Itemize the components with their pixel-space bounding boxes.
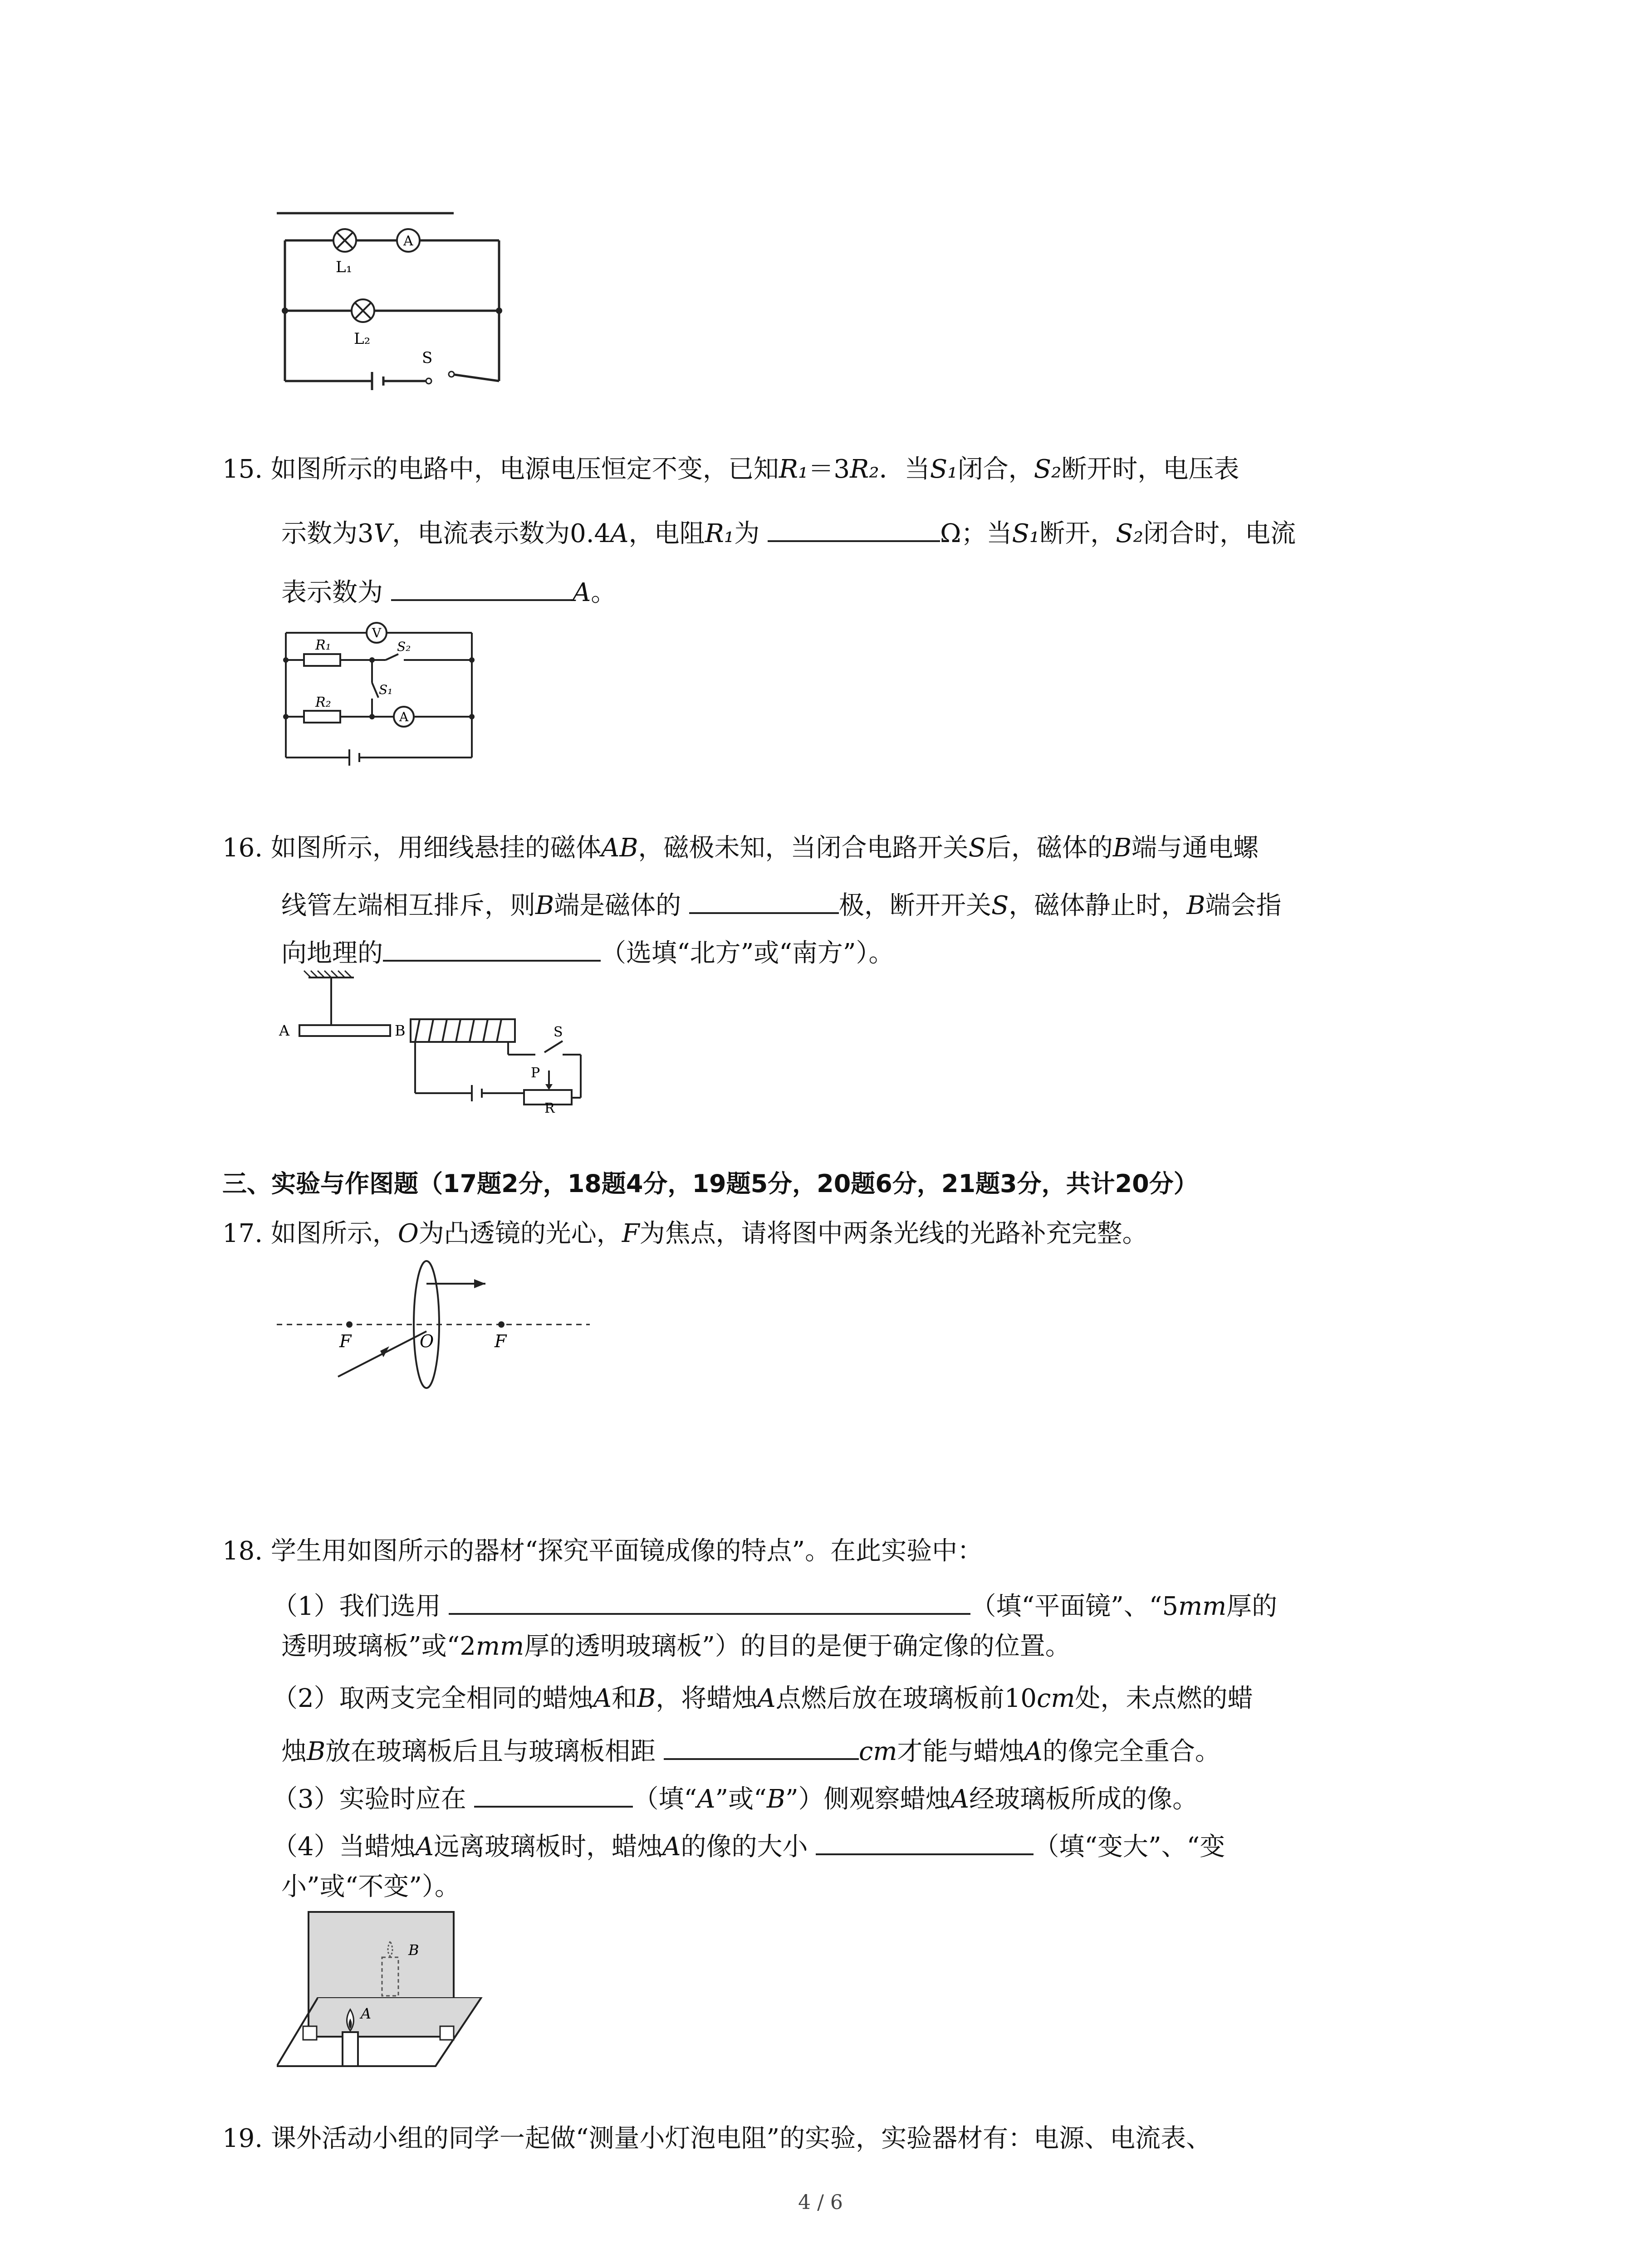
q18-part1-line-1: （1）我们选用 （填“平面镜”、“5mm厚的 [272, 1583, 1277, 1625]
svg-text:V: V [372, 626, 382, 640]
switch-s-label: S [422, 349, 433, 367]
q16-line-1: 16. 如图所示，用细线悬挂的磁体AB，磁极未知，当闭合电路开关S后，磁体的B端与通电螺 [222, 830, 1259, 866]
rheostat-r-label: R [544, 1100, 555, 1114]
q16-magnet-solenoid-diagram [272, 968, 599, 1114]
q14-circuit-diagram [272, 200, 508, 390]
voltmeter [367, 623, 387, 643]
optical-center-label: O [420, 1331, 434, 1351]
q15-line-2: 示数为3V，电流表示数为0.4A，电阻R₁为 Ω；当S₁断开，S₂闭合时，电流 [281, 510, 1296, 552]
question-number: 17. [222, 1219, 263, 1248]
question-number: 16. [222, 833, 263, 863]
switch-s [422, 349, 454, 384]
section-heading: 三、实验与作图题（17题2分，18题4分，19题5分，20题6分，21题3分，共计20分） [222, 1169, 1198, 1198]
q15-answer-blank-r1[interactable] [768, 510, 940, 542]
question-number: 18. [222, 1536, 263, 1566]
q15-circuit-diagram [281, 621, 481, 767]
q15-line-1: 15. 如图所示的电路中，电源电压恒定不变，已知R₁＝3R₂．当S₁闭合，S₂断开时，电压表 [222, 451, 1239, 488]
bar-magnet [299, 1025, 390, 1036]
q18-part1-line-2: 透明玻璃板”或“2mm厚的透明玻璃板”）的目的是便于确定像的位置。 [281, 1632, 1071, 1661]
q18-plane-mirror-diagram [277, 1907, 490, 2071]
lamp-l2 [352, 299, 374, 348]
q16-answer-blank-direction[interactable] [383, 930, 601, 962]
q18-answer-blank-3[interactable] [474, 1776, 633, 1808]
q16-answer-blank-pole[interactable] [689, 882, 839, 914]
solenoid [411, 1019, 515, 1042]
question-number: 19. [222, 2124, 263, 2153]
switch-s1-label: S₁ [379, 682, 393, 697]
q17-convex-lens-diagram [272, 1256, 599, 1397]
q15-answer-blank-current[interactable] [391, 569, 573, 601]
q16-line-2: 线管左端相互排斥，则B端是磁体的 极，断开开关S，磁体静止时，B端会指 [281, 882, 1282, 924]
candle-b-label: B [408, 1941, 419, 1959]
resistor-r2 [304, 711, 340, 723]
candle-a-label: A [361, 2005, 372, 2022]
q18-part4-line-1: （4）当蜡烛A远离玻璃板时，蜡烛A的像的大小 （填“变大”、“变 [272, 1823, 1225, 1865]
q18-part4-line-2: 小”或“不变”）。 [281, 1872, 460, 1901]
lamp-l1 [333, 229, 356, 276]
ammeter [397, 229, 420, 252]
slider-p-label: P [531, 1065, 540, 1081]
q17-line-1: 17. 如图所示，O为凸透镜的光心，F为焦点，请将图中两条光线的光路补充完整。 [222, 1216, 1148, 1252]
q18-part2-line-2: 烛B放在玻璃板后且与玻璃板相距 cm才能与蜡烛A的像完全重合。 [281, 1728, 1220, 1770]
q18-line-1: 18. 学生用如图所示的器材“探究平面镜成像的特点”。在此实验中： [222, 1533, 983, 1569]
svg-text:R₁: R₁ [315, 637, 331, 653]
svg-text:A: A [279, 1022, 290, 1039]
q19-line-1: 19. 课外活动小组的同学一起做“测量小灯泡电阻”的实验，实验器材有：电源、电流表、 [222, 2121, 1211, 2157]
svg-text:A: A [399, 709, 409, 724]
q18-answer-blank-4[interactable] [816, 1823, 1034, 1855]
ammeter [394, 707, 414, 727]
svg-text:B: B [395, 1022, 406, 1039]
question-number: 15. [222, 455, 263, 484]
q16-line-3: 向地理的 （选填“北方”或“南方”）。 [281, 930, 894, 972]
q15-line-3: 表示数为 A。 [281, 569, 616, 611]
focus-right-label: F [495, 1331, 507, 1351]
lamp-l2-label: L₂ [354, 330, 371, 348]
focus-left-label: F [339, 1331, 352, 1351]
battery [372, 372, 383, 390]
resistor-r1 [304, 654, 340, 666]
q18-part2-line-1: （2）取两支完全相同的蜡烛A和B，将蜡烛A点燃后放在玻璃板前10cm处，未点燃的蜡 [272, 1684, 1253, 1713]
switch-s2-label: S₂ [397, 639, 411, 654]
q18-answer-blank-1[interactable] [449, 1583, 970, 1615]
ammeter-label: A [403, 233, 413, 249]
switch-s-label: S [554, 1024, 563, 1040]
page-number: 4 / 6 [798, 2191, 843, 2214]
lamp-l1-label: L₁ [336, 258, 353, 276]
svg-text:R₂: R₂ [315, 694, 331, 710]
q18-answer-blank-2[interactable] [664, 1728, 859, 1760]
q18-part3-line-1: （3）实验时应在 （填“A”或“B”）侧观察蜡烛A经玻璃板所成的像。 [272, 1776, 1198, 1818]
